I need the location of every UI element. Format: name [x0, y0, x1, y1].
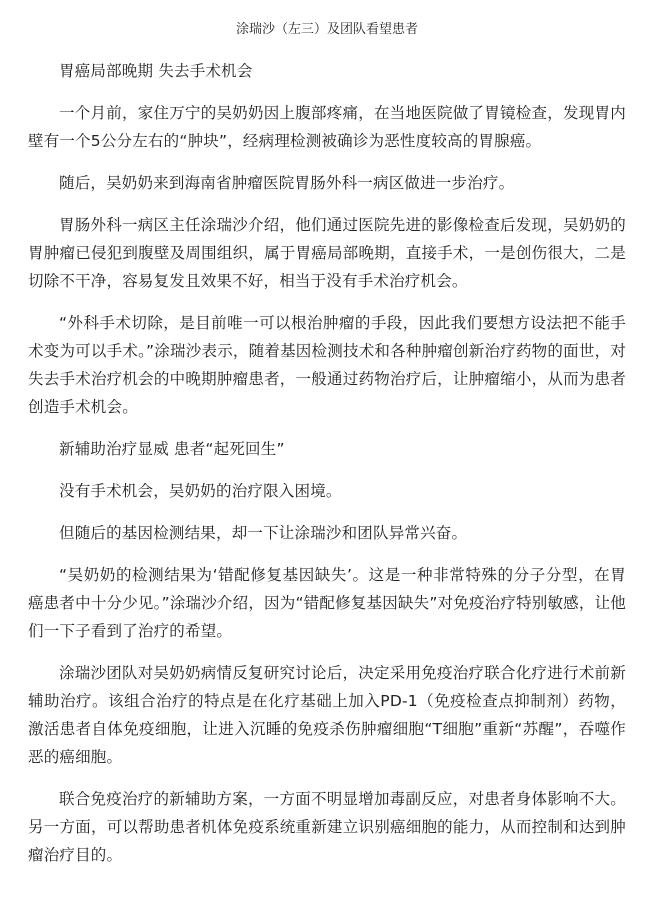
paragraph: 随后，吴奶奶来到海南省肿瘤医院胃肠外科一病区做进一步治疗。 — [59, 174, 515, 192]
paragraph: 涂瑞沙团队对吴奶奶病情反复研究讨论后，决定采用免疫治疗联合化疗进行术前新辅助治疗。该组合治疗的特点是在化疗基础上加入PD-1（免疫检查点抑制剂）药物，激活患者自体免疫细胞，让进入沉睡的免疫杀伤肿瘤细胞“T细胞”重新“苏醒”，吞噬作恶的癌细胞。 — [28, 664, 626, 766]
paragraph: 联合免疫治疗的新辅助方案，一方面不明显增加毒副反应，对患者身体影响不大。另一方面，可以帮助患者机体免疫系统重新建立识别癌细胞的能力，从而控制和达到肿瘤治疗目的。 — [28, 790, 626, 864]
paragraph: 胃肠外科一病区主任涂瑞沙介绍，他们通过医院先进的影像检查后发现，吴奶奶的胃肿瘤已侵犯到腹壁及周围组织，属于胃癌局部晚期，直接手术，一是创伤很大，二是切除不干净，容易复发且效果不好，相当于没有手术治疗机会。 — [28, 216, 626, 290]
section-heading: 胃癌局部晚期 失去手术机会 — [59, 62, 253, 80]
paragraph: 一个月前，家住万宁的吴奶奶因上腹部疼痛，在当地医院做了胃镜检查，发现胃内壁有一个5公分左右的“肿块”，经病理检测被确诊为恶性度较高的胃腺癌。 — [28, 104, 626, 150]
paragraph: 但随后的基因检测结果，却一下让涂瑞沙和团队异常兴奋。 — [59, 524, 468, 542]
paragraph: “吴奶奶的检测结果为‘错配修复基因缺失’。这是一种非常特殊的分子分型，在胃癌患者中十分少见。”涂瑞沙介绍，因为“错配修复基因缺失”对免疫治疗特别敏感，让他们一下子看到了治疗的希望。 — [28, 566, 626, 640]
section-heading: 新辅助治疗显威 患者“起死回生” — [59, 440, 285, 458]
photo-caption: 涂瑞沙（左三）及团队看望患者 — [235, 22, 418, 37]
paragraph: 没有手术机会，吴奶奶的治疗限入困境。 — [59, 482, 342, 500]
paragraph: “外科手术切除，是目前唯一可以根治肿瘤的手段，因此我们要想方设法把不能手术变为可以手术。”涂瑞沙表示，随着基因检测技术和各种肿瘤创新治疗药物的面世，对失去手术治疗机会的中晚期肿瘤患者，一般通过药物治疗后，让肿瘤缩小，从而为患者创造手术机会。 — [28, 314, 626, 416]
